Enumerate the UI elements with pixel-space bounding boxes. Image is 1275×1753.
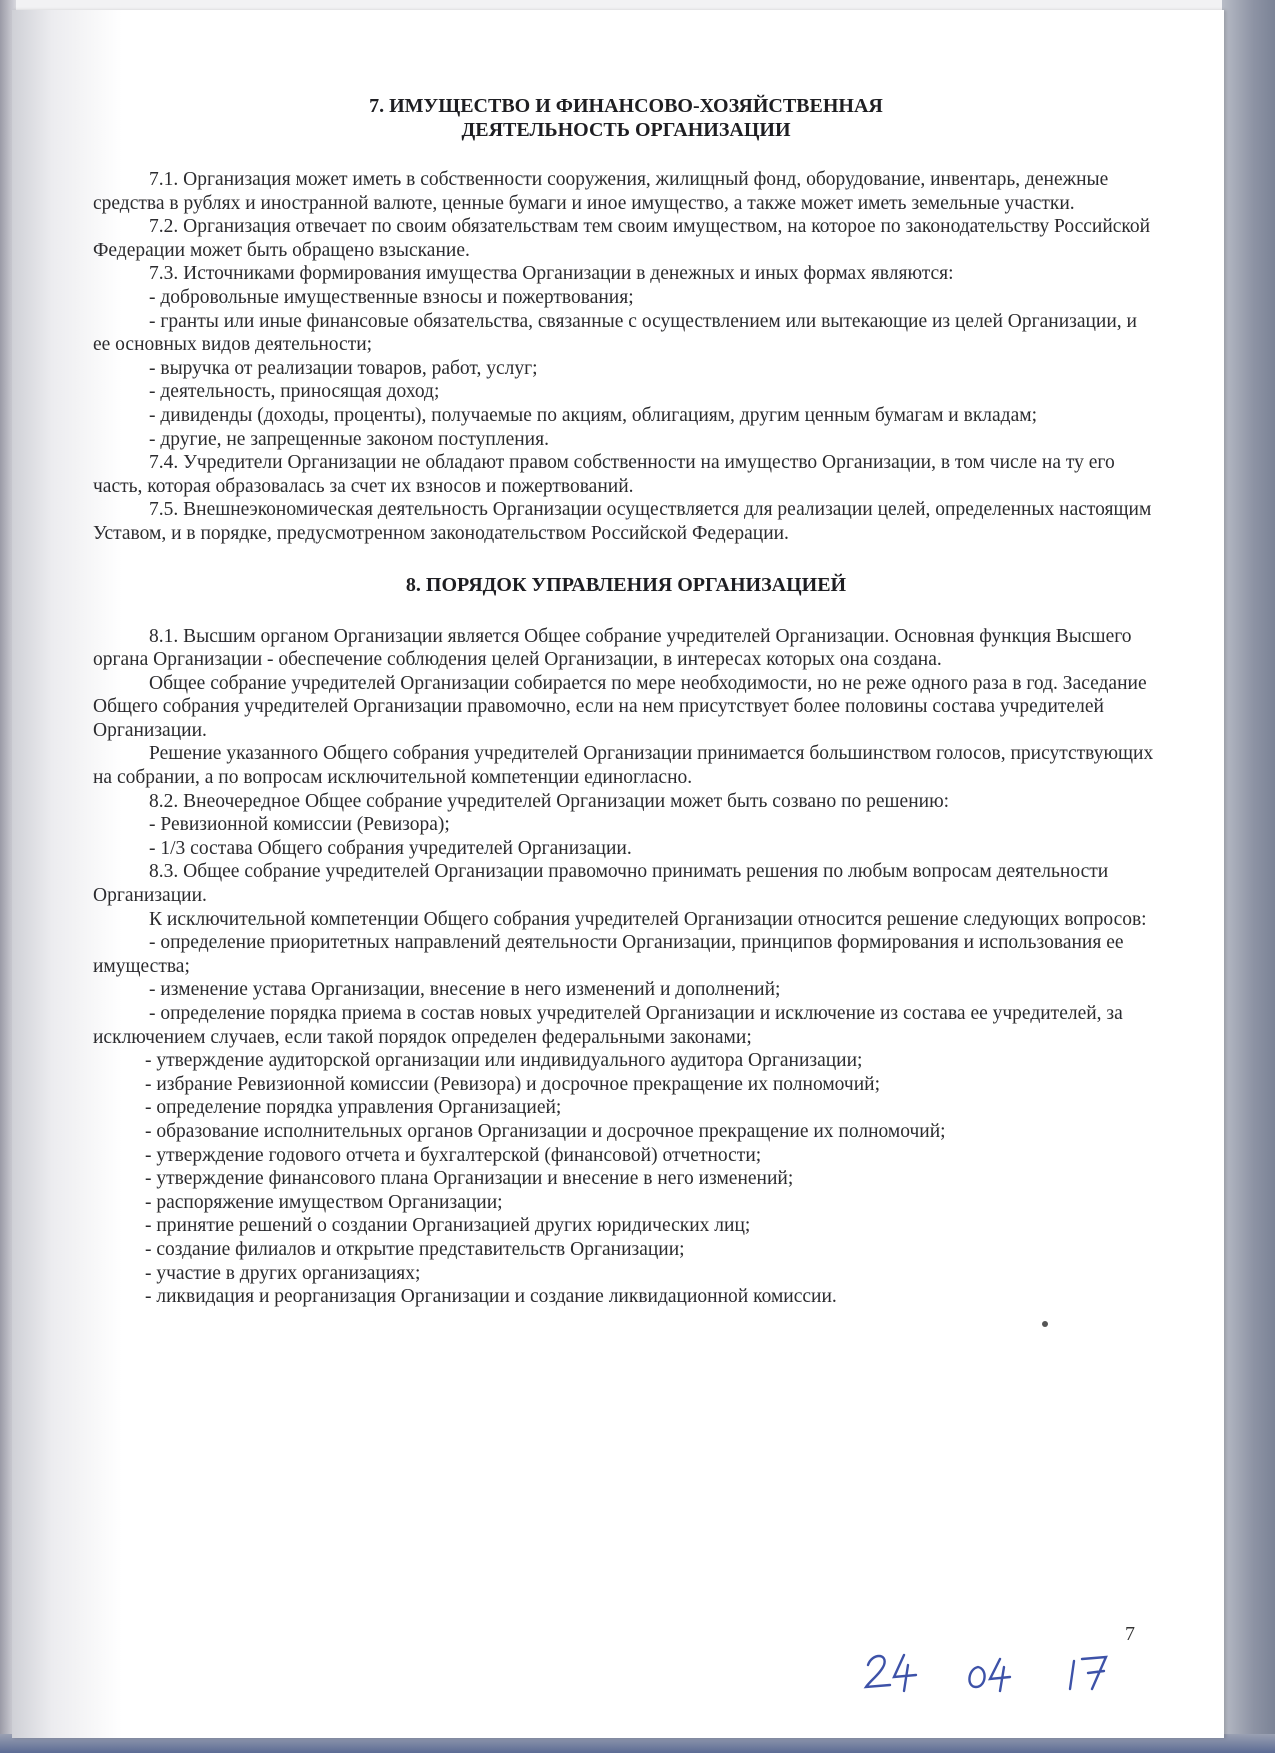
handwritten-date-signature	[860, 1645, 1130, 1695]
paragraph-7-2: 7.2. Организация отвечает по своим обязательствам тем своим имуществом, на которое по законодательству Российской Федерации может быть обращено взыскание.	[93, 216, 1151, 261]
list-item: - дивиденды (доходы, проценты), получаемые по акциям, облигациям, другим ценным бумагам и вкладам;	[149, 404, 1038, 426]
list-item: - принятие решений о создании Организацией других юридических лиц;	[145, 1215, 751, 1237]
paragraph-8-2: 8.2. Внеочередное Общее собрание учредителей Организации может быть созвано по решению:	[149, 790, 950, 812]
list-item: - определение приоритетных направлений деятельности Организации, принципов формирования и использования ее имущества;	[93, 932, 1124, 977]
ink-speck	[1042, 1321, 1048, 1327]
list-item: - образование исполнительных органов Организации и досрочное прекращение их полномочий;	[145, 1120, 946, 1142]
list-item: - добровольные имущественные взносы и пожертвования;	[149, 286, 634, 308]
paragraph-7-5: 7.5. Внешнеэкономическая деятельность Организации осуществляется для реализации целей, определенных настоящим Уставом, и в порядке, предусмотренном законодательством Российской Федерации.	[93, 499, 1152, 544]
paragraph-7-4: 7.4. Учредители Организации не обладают правом собственности на имущество Организации, в том числе на ту его часть, которая образовалась за счет их взносов и пожертвований.	[93, 452, 1115, 497]
list-item: - утверждение аудиторской организации или индивидуального аудитора Организации;	[145, 1050, 863, 1072]
list-item: - определение порядка приема в состав новых учредителей Организации и исключение из состава ее учредителей, за исключением случаев, если такой порядок определен федеральными законами;	[93, 1003, 1123, 1048]
page-number: 7	[1125, 1623, 1135, 1645]
list-item: - участие в других организациях;	[145, 1262, 421, 1284]
list-item: - утверждение годового отчета и бухгалтерской (финансовой) отчетности;	[145, 1144, 762, 1166]
paragraph: Решение указанного Общего собрания учредителей Организации принимается большинством голосов, присутствующих на собрании, а по вопросам исключительной компетенции единогласно.	[93, 743, 1154, 789]
paragraph-8-3: 8.3. Общее собрание учредителей Организации правомочно принимать решения по любым вопросам деятельности Организации.	[93, 861, 1109, 907]
list-item: - Ревизионной комиссии (Ревизора);	[149, 814, 450, 836]
paragraph: Общее собрание учредителей Организации собирается по мере необходимости, но не реже одного раза в год. Заседание Общего собрания учредителей Организации правомочно, если на нем присутствует более половины состава учредителей Организации.	[93, 672, 1147, 741]
list-item: - избрание Ревизионной комиссии (Ревизора) и досрочное прекращение их полномочий;	[145, 1073, 881, 1095]
section-7-heading	[93, 94, 1159, 142]
section-7-title-line1: 7. ИМУЩЕСТВО И ФИНАНСОВО-ХОЗЯЙСТВЕННАЯ	[369, 95, 883, 117]
section-7-title-line2: ДЕЯТЕЛЬНОСТЬ ОРГАНИЗАЦИИ	[461, 119, 791, 141]
list-item: - деятельность, приносящая доход;	[149, 381, 440, 403]
list-item: - распоряжение имуществом Организации;	[145, 1191, 503, 1213]
list-item: - утверждение финансового плана Организации и внесение в него изменений;	[145, 1168, 794, 1190]
paragraph-7-1: 7.1. Организация может иметь в собственности сооружения, жилищный фонд, оборудование, инвентарь, денежные средства в рублях и иностранной валюте, ценные бумаги и иное имущество, а также может иметь земельные участки.	[93, 169, 1109, 214]
list-item: - определение порядка управления Организацией;	[145, 1097, 562, 1119]
list-item: - изменение устава Организации, внесение в него изменений и дополнений;	[149, 979, 781, 1001]
paragraph: К исключительной компетенции Общего собрания учредителей Организации относится решение следующих вопросов:	[149, 908, 1147, 930]
list-item: - другие, не запрещенные законом поступления.	[149, 428, 549, 450]
scan-edge-right	[1222, 0, 1275, 1753]
section-8-heading: 8. ПОРЯДОК УПРАВЛЕНИЯ ОРГАНИЗАЦИЕЙ	[405, 573, 847, 596]
list-item: - 1/3 состава Общего собрания учредителей Организации.	[149, 837, 632, 859]
list-item: - выручка от реализации товаров, работ, услуг;	[149, 357, 538, 379]
paragraph-8-1: 8.1. Высшим органом Организации является Общее собрание учредителей Организации. Основная функция Высшего органа Организации - обеспечение соблюдения целей Организации, в интересах которых она создана.	[93, 625, 1132, 671]
list-item: - создание филиалов и открытие представительств Организации;	[145, 1238, 685, 1260]
paragraph-7-3: 7.3. Источниками формирования имущества Организации в денежных и иных формах являются:	[149, 263, 954, 285]
list-item: - гранты или иные финансовые обязательства, связанные с осуществлением или вытекающие из целей Организации, и ее основных видов деятельности;	[93, 310, 1137, 356]
document-content	[93, 94, 1159, 1309]
list-item: - ликвидация и реорганизация Организации и создание ликвидационной комиссии.	[145, 1286, 837, 1308]
